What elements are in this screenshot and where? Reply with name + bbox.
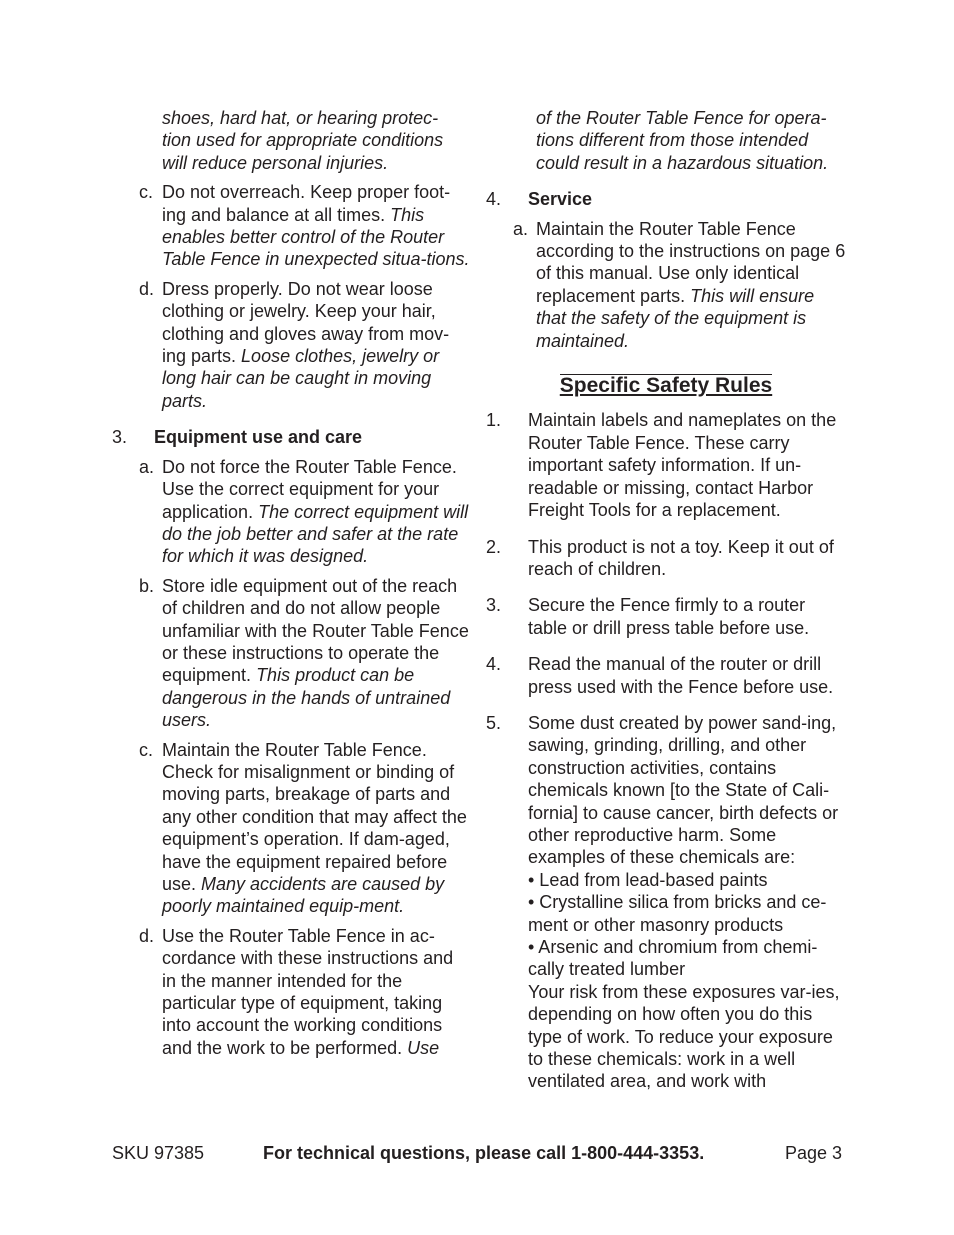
right-column bbox=[486, 107, 846, 1107]
item-italic-text: Loose clothes, jewelry or long hair can be caught in moving parts. bbox=[162, 346, 440, 411]
list-item bbox=[486, 218, 846, 352]
item-label: d. bbox=[139, 278, 155, 299]
continuation-line: tion used for appropriate conditions bbox=[162, 130, 444, 151]
item-italic-text: This enables better control of the Router Table Fence in unexpected situa-tions. bbox=[162, 204, 470, 270]
rule-number: 5. bbox=[486, 712, 502, 733]
rule-tail-text: Your risk from these exposures var-ies, depending on how often you do this type of work. To reduce your exposure to these chemicals: work in a well ventilated area, and work with bbox=[528, 981, 840, 1092]
item-italic-text: This product can be dangerous in the hands of untrained users. bbox=[162, 665, 451, 731]
page-footer bbox=[112, 1142, 842, 1166]
bullet-item: • Arsenic and chromium from chemi-cally treated lumber bbox=[528, 937, 818, 980]
list-item bbox=[112, 456, 470, 568]
item-text: Use the Router Table Fence in ac-cordance with these instructions and in the manner intended for the particular type of equipment, taking into account the working conditions and the work to be performed. bbox=[162, 925, 454, 1058]
item-text: Maintain the Router Table Fence. Check for misalignment or binding of moving parts, breakage of parts and any other condition that may affect the equipment’s operation. If dam-aged, have the equipment repaired before use. bbox=[162, 739, 467, 894]
continuation-text bbox=[112, 107, 470, 174]
item-text: Dress properly. Do not wear loose clothing or jewelry. Keep your hair, clothing and gloves away from mov-ing parts. bbox=[162, 278, 450, 367]
section-heading bbox=[486, 188, 846, 210]
continuation-text bbox=[486, 107, 846, 174]
bullet-item: • Lead from lead-based paints bbox=[528, 869, 768, 890]
tech-support-line: For technical questions, please call 1-800-444-3353. bbox=[263, 1143, 705, 1163]
rule-text: Secure the Fence firmly to a router table or drill press table before use. bbox=[528, 595, 810, 638]
bullet-item: • Crystalline silica from bricks and ce-ment or other masonry products bbox=[528, 892, 827, 935]
rule-number: 3. bbox=[486, 595, 502, 616]
left-column bbox=[112, 107, 470, 1066]
sku-label: SKU 97385 bbox=[112, 1143, 205, 1163]
rule-number: 1. bbox=[486, 410, 502, 431]
specific-safety-heading bbox=[486, 374, 846, 397]
item-italic-text: Use bbox=[407, 1037, 440, 1058]
continuation-italic: of the Router Table Fence for opera-tions different from those intended could result in a hazardous situation. bbox=[536, 108, 829, 173]
rule-text: This product is not a toy. Keep it out of reach of children. bbox=[528, 536, 834, 579]
section-heading bbox=[112, 426, 470, 448]
list-item bbox=[112, 925, 470, 1059]
section-number: 3. bbox=[112, 427, 128, 448]
item-italic-text: The correct equipment will do the job better and safer at the rate for which it was designed. bbox=[162, 501, 469, 567]
continuation-line: shoes, hard hat, or hearing protec- bbox=[162, 108, 439, 128]
list-item bbox=[112, 278, 470, 412]
item-label: c. bbox=[139, 739, 154, 760]
rule-text: Read the manual of the router or drill press used with the Fence before use. bbox=[528, 654, 834, 697]
list-item bbox=[112, 575, 470, 732]
section-title: Equipment use and care bbox=[154, 427, 363, 448]
rule-item bbox=[486, 536, 846, 581]
item-label: b. bbox=[139, 575, 155, 596]
rule-number: 4. bbox=[486, 654, 502, 675]
item-label: a. bbox=[513, 218, 529, 239]
item-text: Maintain the Router Table Fence according to the instructions on page 6 of this manual. Use only identical replacement parts. bbox=[536, 218, 846, 306]
item-italic-text: Many accidents are caused by poorly maintained equip-ment. bbox=[162, 874, 445, 917]
item-label: a. bbox=[139, 456, 155, 477]
item-label: c. bbox=[139, 182, 154, 203]
rule-number: 2. bbox=[486, 536, 502, 557]
continuation-line: will reduce personal injuries. bbox=[162, 152, 389, 173]
section-title: Service bbox=[528, 189, 593, 210]
page-number: Page 3 bbox=[784, 1143, 842, 1163]
item-label: d. bbox=[139, 925, 155, 946]
rule-text: Maintain labels and nameplates on the Router Table Fence. These carry important safety information. If un-readable or missing, contact Harbor Freight Tools for a replacement. bbox=[528, 410, 837, 521]
list-item bbox=[112, 181, 470, 271]
rule-item bbox=[486, 594, 846, 639]
item-italic-text: This will ensure that the safety of the equipment is maintained. bbox=[536, 285, 815, 351]
list-item bbox=[112, 739, 470, 918]
rule-text: Some dust created by power sand-ing, sawing, grinding, drilling, and other construction activities, contains chemicals known [to the State of Cali-fornia] to cause cancer, birth defects or other reproductive harm. Some examples of these chemicals are: bbox=[528, 712, 839, 868]
section-number: 4. bbox=[486, 189, 502, 210]
item-text: Do not overreach. Keep proper foot-ing and balance at all times. bbox=[162, 182, 451, 225]
specific-safety-title: Specific Safety Rules bbox=[559, 374, 773, 398]
rule-item bbox=[486, 653, 846, 698]
rule-item bbox=[486, 712, 846, 1093]
rule-item bbox=[486, 409, 846, 521]
item-text: Do not force the Router Table Fence. Use the correct equipment for your application. bbox=[162, 456, 457, 522]
item-text: Store idle equipment out of the reach of children and do not allow people unfamiliar with the Router Table Fence or these instructions to operate the equipment. bbox=[162, 575, 469, 686]
